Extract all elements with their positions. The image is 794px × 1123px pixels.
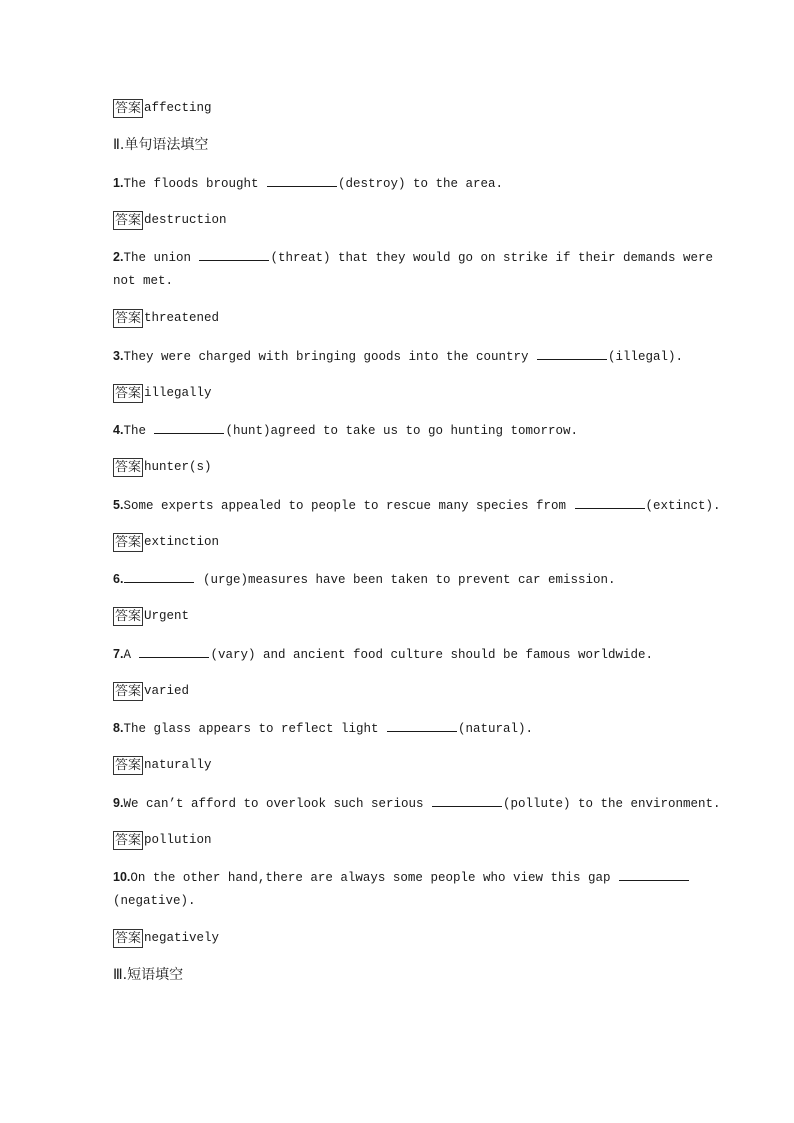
question-number: 7. <box>113 647 124 661</box>
answer-text: pollution <box>144 833 212 847</box>
question-text: They were charged with bringing goods into the country <box>123 350 537 364</box>
question-text: (urge)measures have been taken to prevent car emission. <box>195 573 616 587</box>
question-text: The <box>123 424 154 438</box>
answer-text: affecting <box>144 101 212 115</box>
answer-line-1 <box>113 208 685 232</box>
answer-line-0 <box>113 96 685 120</box>
answer-badge: 答案 <box>115 459 142 475</box>
fill-blank <box>124 568 194 583</box>
question-4 <box>113 418 685 443</box>
question-2 <box>113 245 714 270</box>
answer-text: threatened <box>144 311 220 325</box>
fill-blank <box>575 494 645 509</box>
question-3 <box>113 344 685 369</box>
question-number: 5. <box>113 498 124 512</box>
fill-blank <box>387 717 457 732</box>
answer-text: illegally <box>144 386 212 400</box>
section-heading-3: Ⅲ.短语填空 <box>113 967 184 983</box>
question-number: 1. <box>113 176 124 190</box>
answer-badge: 答案 <box>115 310 142 326</box>
fill-blank <box>199 246 269 261</box>
question-text: The glass appears to reflect light <box>123 722 386 736</box>
answer-line-7 <box>113 679 685 703</box>
answer-line-6 <box>113 604 685 628</box>
question-number: 2. <box>113 250 124 264</box>
answer-text: Urgent <box>144 609 190 623</box>
question-7 <box>113 642 685 667</box>
answer-badge: 答案 <box>115 212 142 228</box>
fill-blank <box>432 792 502 807</box>
question-number: 6. <box>113 572 124 586</box>
question-8 <box>113 716 685 741</box>
answer-text: destruction <box>144 213 227 227</box>
question-9 <box>113 791 721 816</box>
question-text: (pollute) to the environment. <box>503 797 721 811</box>
fill-blank <box>154 419 224 434</box>
answer-badge: 答案 <box>115 534 142 550</box>
question-10 <box>113 865 685 890</box>
answer-badge: 答案 <box>115 100 142 116</box>
question-5 <box>113 493 721 518</box>
answer-badge: 答案 <box>115 385 142 401</box>
question-6 <box>113 567 685 592</box>
question-text: A <box>123 648 139 662</box>
question-text: (natural). <box>457 722 533 736</box>
question-text: (extinct). <box>645 499 721 513</box>
question-text: The union <box>123 251 199 265</box>
answer-text: extinction <box>144 535 220 549</box>
answer-text: varied <box>144 684 190 698</box>
answer-line-2 <box>113 306 685 330</box>
answer-badge: 答案 <box>115 757 142 773</box>
question-text: (threat) that they would go on strike if their demands were <box>270 251 714 265</box>
section-heading-2: Ⅱ.单句语法填空 <box>113 137 209 153</box>
answer-line-3 <box>113 381 685 405</box>
fill-blank <box>619 866 689 881</box>
question-number: 9. <box>113 796 124 810</box>
answer-text: naturally <box>144 758 212 772</box>
question-number: 10. <box>113 870 131 884</box>
answer-line-9 <box>113 828 685 852</box>
question-text: We can’t afford to overlook such serious <box>123 797 431 811</box>
answer-line-5 <box>113 530 685 554</box>
answer-line-4 <box>113 455 685 479</box>
question-number: 8. <box>113 721 124 735</box>
fill-blank <box>267 172 337 187</box>
question-1 <box>113 171 685 196</box>
answer-line-8 <box>113 753 685 777</box>
question-10-continued: (negative). <box>113 894 196 908</box>
question-text: Some experts appealed to people to rescue many species from <box>123 499 574 513</box>
fill-blank <box>537 345 607 360</box>
question-text: (illegal). <box>608 350 684 364</box>
question-text: (vary) and ancient food culture should be famous worldwide. <box>210 648 654 662</box>
answer-badge: 答案 <box>115 930 142 946</box>
answer-badge: 答案 <box>115 683 142 699</box>
question-text: (hunt)agreed to take us to go hunting tomorrow. <box>225 424 579 438</box>
answer-badge: 答案 <box>115 608 142 624</box>
question-2-continued: not met. <box>113 274 174 288</box>
answer-text: hunter(s) <box>144 460 212 474</box>
question-text: On the other hand,there are always some people who view this gap <box>130 871 618 885</box>
question-number: 3. <box>113 349 124 363</box>
answer-badge: 答案 <box>115 832 142 848</box>
fill-blank <box>139 643 209 658</box>
question-number: 4. <box>113 423 124 437</box>
question-text: The floods brought <box>123 177 266 191</box>
question-text: (destroy) to the area. <box>337 177 503 191</box>
answer-line-10 <box>113 926 685 950</box>
answer-text: negatively <box>144 931 220 945</box>
